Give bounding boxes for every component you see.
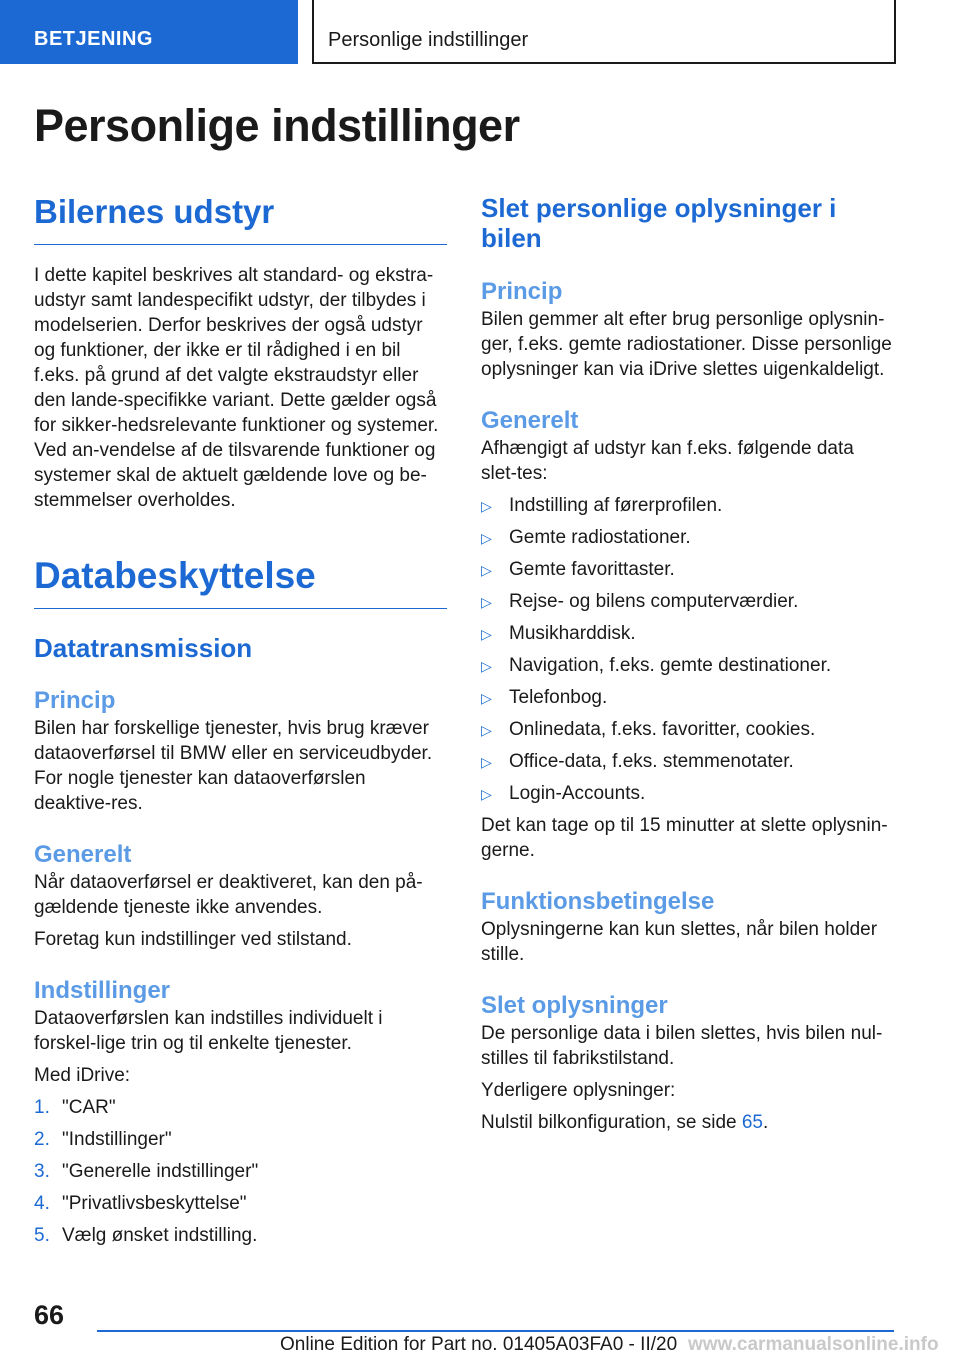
- heading-bilernes-udstyr: Bilernes udstyr: [34, 192, 447, 245]
- right-column: [481, 193, 894, 1135]
- princip-text-right: Bilen gemmer alt efter brug personlige oplysnin-ger, f.eks. gemte radiostationer. Disse personlige oplysninger kan via iDrive slettes uigenkaldeligt.: [481, 309, 892, 380]
- list-item: ▷ Rejse- og bilens computerværdier.: [481, 589, 894, 614]
- heading-princip-left: Princip: [34, 687, 116, 714]
- heading-slet-oplysninger: Slet oplysninger: [481, 992, 668, 1019]
- generelt-text-right: Afhængigt af udstyr kan f.eks. følgende data slet-tes:: [481, 438, 854, 484]
- step-text: Vælg ønsket indstilling.: [62, 1225, 258, 1246]
- step-text: "Indstillinger": [62, 1129, 172, 1150]
- heading-funktionsbetingelse: Funktionsbetingelse: [481, 888, 715, 915]
- list-item: ▷ Gemte radiostationer.: [481, 525, 894, 550]
- yderligere-text: Yderligere oplysninger:: [481, 1080, 676, 1101]
- header-topic-label: Personlige indstillinger: [328, 29, 529, 51]
- indstillinger-text: Dataoverførslen kan indstilles individuelt i forskel-lige trin og til enkelte tjenester.: [34, 1008, 383, 1054]
- idrive-steps-list: [34, 1095, 447, 1248]
- list-item: ▷ Telefonbog.: [481, 685, 894, 710]
- step-number: 1.: [34, 1097, 50, 1118]
- triangle-bullet-icon: ▷: [481, 530, 492, 546]
- med-idrive-text: Med iDrive:: [34, 1065, 131, 1086]
- list-item: ▷ Musikharddisk.: [481, 621, 894, 646]
- duration-text: Det kan tage op til 15 minutter at slette oplysnin-gerne.: [481, 815, 888, 861]
- list-item: [34, 1127, 447, 1152]
- list-item: ▷ Indstilling af førerprofilen.: [481, 493, 894, 518]
- step-number: 3.: [34, 1161, 50, 1182]
- step-number: 5.: [34, 1225, 50, 1246]
- triangle-bullet-icon: ▷: [481, 754, 492, 770]
- header-topic-tab: [312, 0, 896, 64]
- step-number: 2.: [34, 1129, 50, 1150]
- triangle-bullet-icon: ▷: [481, 722, 492, 738]
- deletable-data-list: [481, 493, 894, 806]
- triangle-bullet-icon: ▷: [481, 690, 492, 706]
- generelt-text-left-2: Foretag kun indstillinger ved stilstand.: [34, 929, 352, 950]
- page-title: Personlige indstillinger: [34, 100, 520, 151]
- list-item: ▷ Navigation, f.eks. gemte destinationer.: [481, 653, 894, 678]
- bilernes-text: I dette kapitel beskrives alt standard- og ekstra-udstyr samt landespecifikt udstyr, der tilbydes i modelserien. Derfor beskrives der også udstyr og funktioner, der ikke er til rådighed i en bil f.eks. på grund af det valgte ekstraudstyr eller den lande-specifikke variant. Dette gælder også for sikker-hedsrelevante funktioner og systemer. Ved an-vendelse af de tilsvarende funktioner og systemer skal de aktuelt gældende love og be-stemmelser overholdes.: [34, 265, 439, 511]
- heading-slet-personlige: Slet personlige oplysninger i bilen: [481, 193, 837, 253]
- footer-divider: [97, 1330, 894, 1332]
- footer-edition: Online Edition for Part no. 01405A03FA0 - II/20: [280, 1334, 678, 1355]
- page-reference-link[interactable]: 65: [741, 1112, 763, 1133]
- watermark: www.carmanualsonline.info: [688, 1334, 939, 1355]
- list-item: ▷ Login-Accounts.: [481, 781, 894, 806]
- list-item: ▷ Gemte favorittaster.: [481, 557, 894, 582]
- list-item: ▷ Office-data, f.eks. stemmenotater.: [481, 749, 894, 774]
- princip-text-left: Bilen har forskellige tjenester, hvis brug kræver dataoverførsel til BMW eller en serviceudbyder. For nogle tjenester kan dataoverførslen deaktive-res.: [34, 718, 433, 814]
- triangle-bullet-icon: ▷: [481, 594, 492, 610]
- triangle-bullet-icon: ▷: [481, 786, 492, 802]
- nulstil-text: Nulstil bilkonfiguration, se side 65.: [481, 1112, 769, 1133]
- heading-generelt-left: Generelt: [34, 841, 132, 868]
- heading-databeskyttelse: Databeskyttelse: [34, 556, 447, 609]
- page-number: 66: [34, 1300, 65, 1330]
- generelt-text-left-1: Når dataoverførsel er deaktiveret, kan den på-gældende tjeneste ikke anvendes.: [34, 872, 423, 918]
- step-number: 4.: [34, 1193, 50, 1214]
- heading-datatransmission: Datatransmission: [34, 633, 253, 663]
- triangle-bullet-icon: ▷: [481, 562, 492, 578]
- heading-generelt-right: Generelt: [481, 407, 579, 434]
- list-item: [34, 1223, 447, 1248]
- list-item: [34, 1191, 447, 1216]
- slet-text: De personlige data i bilen slettes, hvis bilen nul-stilles til fabrikstilstand.: [481, 1023, 883, 1069]
- step-text: "CAR": [62, 1097, 116, 1118]
- list-item: [34, 1095, 447, 1120]
- triangle-bullet-icon: ▷: [481, 626, 492, 642]
- step-text: "Generelle indstillinger": [62, 1161, 259, 1182]
- header-section-label: BETJENING: [34, 28, 153, 50]
- heading-indstillinger: Indstillinger: [34, 977, 171, 1004]
- list-item: ▷ Onlinedata, f.eks. favoritter, cookies.: [481, 717, 894, 742]
- triangle-bullet-icon: ▷: [481, 498, 492, 514]
- triangle-bullet-icon: ▷: [481, 658, 492, 674]
- left-column: [34, 192, 447, 1248]
- step-text: "Privatlivsbeskyttelse": [62, 1193, 247, 1214]
- heading-princip-right: Princip: [481, 278, 563, 305]
- header-section-tab: [0, 0, 298, 64]
- funktions-text: Oplysningerne kan kun slettes, når bilen holder stille.: [481, 919, 878, 965]
- list-item: [34, 1159, 447, 1184]
